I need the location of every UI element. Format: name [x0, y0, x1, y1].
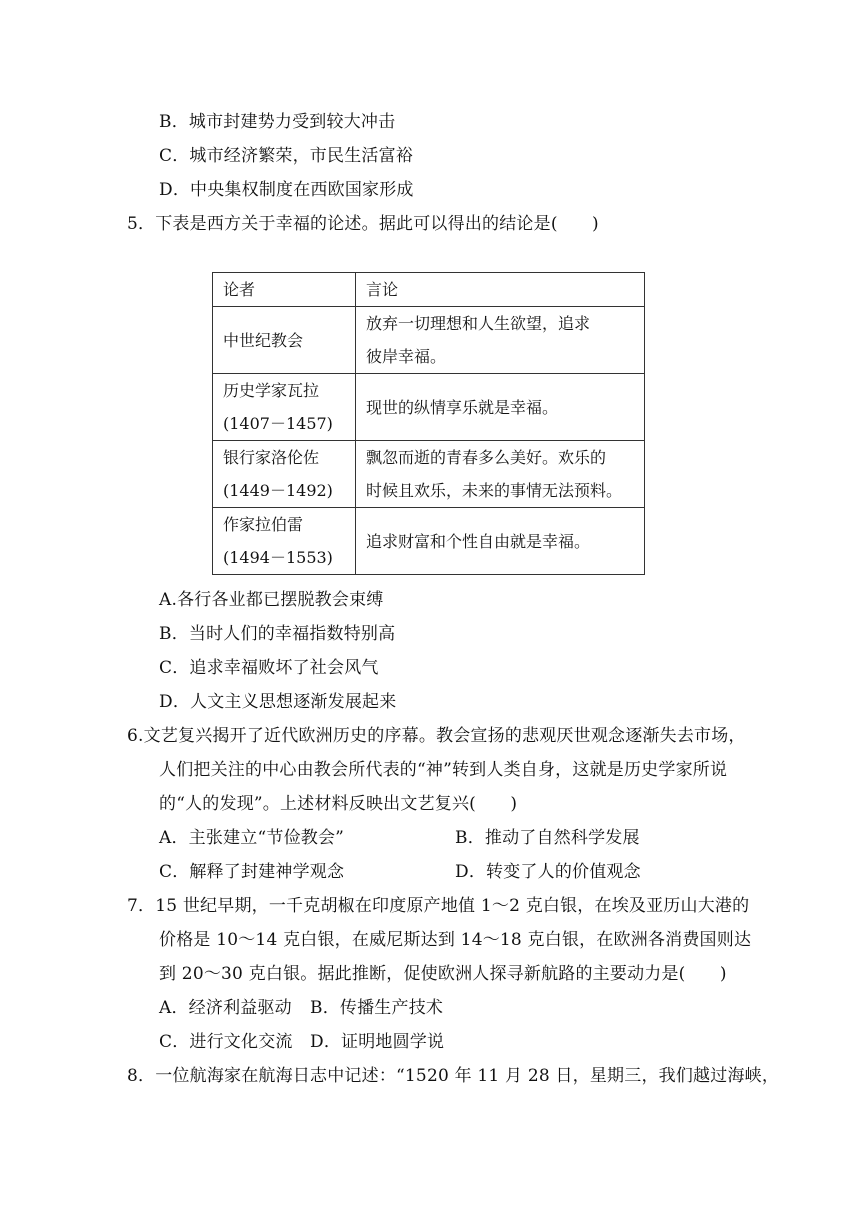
q4-option-d: D．中央集权制度在西欧国家形成: [159, 180, 414, 200]
speaker-name: 作家拉伯雷: [223, 515, 304, 534]
quote-line: 放弃一切理想和人生欲望，追求: [366, 314, 591, 333]
q6-stem-line-3: 的“人的发现”。上述材料反映出文艺复兴( ): [159, 794, 518, 814]
table-row: [213, 374, 645, 441]
table-header-row: [213, 273, 645, 307]
q6-option-d: D．转变了人的价值观念: [455, 862, 641, 882]
quote-cell: [356, 441, 645, 508]
q6-option-b: B．推动了自然科学发展: [455, 828, 640, 848]
q8-stem-line-1: 8．一位航海家在航海日志中记述：“1520 年 11 月 28 日，星期三，我们越过海峡，: [127, 1066, 780, 1086]
q7-stem-line-1: 7．15 世纪早期，一千克胡椒在印度原产地值 1～2 克白银，在埃及亚历山大港的: [127, 896, 750, 916]
speaker-cell: [213, 307, 356, 374]
q5-stem: 5．下表是西方关于幸福的论述。据此可以得出的结论是( ): [127, 214, 599, 234]
q7-option-d: D．证明地圆学说: [310, 1032, 445, 1052]
q5-option-a: A.各行各业都已摆脱教会束缚: [159, 590, 384, 610]
q7-option-a: A．经济利益驱动: [159, 998, 292, 1018]
quote-cell: [356, 508, 645, 575]
quotes-table: [212, 272, 645, 575]
q6-stem-line-1: 6.文艺复兴揭开了近代欧洲历史的序幕。教会宣扬的悲观厌世观念逐渐失去市场，: [127, 726, 746, 746]
quote-cell: [356, 374, 645, 441]
speaker-dates: (1449－1492): [223, 481, 333, 500]
quote-line: 现世的纵情享乐就是幸福。: [366, 397, 559, 417]
q7-option-c: C．进行文化交流: [159, 1032, 293, 1052]
q7-stem-line-2: 价格是 10～14 克白银，在威尼斯达到 14～18 克白银，在欧洲各消费国则达: [159, 930, 752, 950]
q6-option-c: C．解释了封建神学观念: [159, 862, 345, 882]
header-quote: 言论: [356, 273, 645, 307]
q4-option-b: B．城市封建势力受到较大冲击: [159, 112, 396, 132]
speaker-cell: [213, 374, 356, 441]
q5-option-d: D．人文主义思想逐渐发展起来: [159, 692, 397, 712]
quote-cell: [356, 307, 645, 374]
quote-line: 彼岸幸福。: [366, 347, 447, 366]
table-row: [213, 441, 645, 508]
quote-line: 追求财富和个性自由就是幸福。: [366, 531, 591, 551]
q6-option-a: A．主张建立“节俭教会”: [159, 828, 345, 848]
speaker-dates: (1407－1457): [223, 414, 333, 433]
q4-option-c: C．城市经济繁荣，市民生活富裕: [159, 146, 414, 166]
q5-option-c: C．追求幸福败坏了社会风气: [159, 658, 379, 678]
header-speaker: 论者: [213, 273, 356, 307]
speaker-name: 中世纪教会: [223, 330, 304, 350]
table-row: [213, 508, 645, 575]
speaker-dates: (1494－1553): [223, 548, 333, 567]
quote-line: 飘忽而逝的青春多么美好。欢乐的: [366, 448, 607, 467]
speaker-cell: [213, 508, 356, 575]
quote-line: 时候且欢乐，未来的事情无法预料。: [366, 481, 623, 500]
speaker-name: 银行家洛伦佐: [223, 448, 320, 467]
q6-stem-line-2: 人们把关注的中心由教会所代表的“神”转到人类自身，这就是历史学家所说: [159, 760, 728, 780]
speaker-cell: [213, 441, 356, 508]
table-row: [213, 307, 645, 374]
q7-option-b: B．传播生产技术: [310, 998, 444, 1018]
q5-option-b: B．当时人们的幸福指数特别高: [159, 624, 396, 644]
speaker-name: 历史学家瓦拉: [223, 381, 320, 400]
q7-stem-line-3: 到 20～30 克白银。据此推断，促使欧洲人探寻新航路的主要动力是( ): [159, 964, 727, 984]
